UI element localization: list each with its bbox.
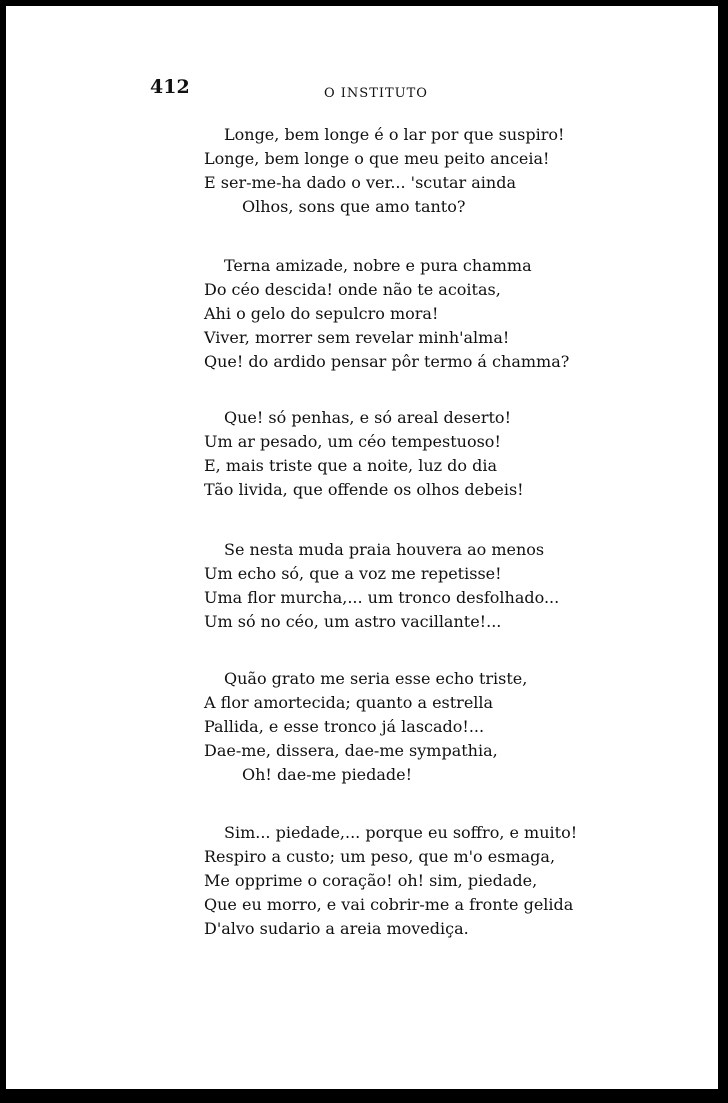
poem-line: Longe, bem longe o que meu peito anceia! <box>204 149 550 168</box>
poem-line: Dae-me, dissera, dae-me sympathia, <box>204 741 498 760</box>
poem-line: Longe, bem longe é o lar por que suspiro! <box>224 125 565 144</box>
poem-line: Quão grato me seria esse echo triste, <box>224 669 528 688</box>
poem-line: E ser-me-ha dado o ver... 'scutar ainda <box>204 173 516 192</box>
poem-line: Que! do ardido pensar pôr termo á chamma? <box>204 352 570 371</box>
poem-line: Um só no céo, um astro vacillante!... <box>204 612 502 631</box>
poem-line: Terna amizade, nobre e pura chamma <box>224 256 532 275</box>
poem-line: Do céo descida! onde não te acoitas, <box>204 280 501 299</box>
running-head: O INSTITUTO <box>324 86 428 101</box>
poem-line: Uma flor murcha,... um tronco desfolhado... <box>204 588 560 607</box>
poem-line: Se nesta muda praia houvera ao menos <box>224 540 545 559</box>
poem-line: Respiro a custo; um peso, que m'o esmaga, <box>204 847 556 866</box>
poem-line: Um echo só, que a voz me repetisse! <box>204 564 502 583</box>
page-number: 412 <box>150 76 190 98</box>
poem-line: Tão livida, que offende os olhos debeis! <box>204 480 524 499</box>
poem-line: Viver, morrer sem revelar minh'alma! <box>204 328 510 347</box>
page <box>6 6 718 1089</box>
poem-line: Pallida, e esse tronco já lascado!... <box>204 717 485 736</box>
poem-line: Me opprime o coração! oh! sim, piedade, <box>204 871 538 890</box>
poem-line: D'alvo sudario a areia movediça. <box>204 919 469 938</box>
poem-line: Que eu morro, e vai cobrir-me a fronte gelida <box>204 895 574 914</box>
poem-line: Um ar pesado, um céo tempestuoso! <box>204 432 501 451</box>
poem-line: E, mais triste que a noite, luz do dia <box>204 456 498 475</box>
poem-line: A flor amortecida; quanto a estrella <box>204 693 494 712</box>
poem-line: Sim... piedade,... porque eu soffro, e muito! <box>224 823 578 842</box>
poem-line: Ahi o gelo do sepulcro mora! <box>204 304 439 323</box>
poem-line: Que! só penhas, e só areal deserto! <box>224 408 511 427</box>
poem-line: Oh! dae-me piedade! <box>242 765 413 784</box>
poem-line: Olhos, sons que amo tanto? <box>242 197 466 216</box>
